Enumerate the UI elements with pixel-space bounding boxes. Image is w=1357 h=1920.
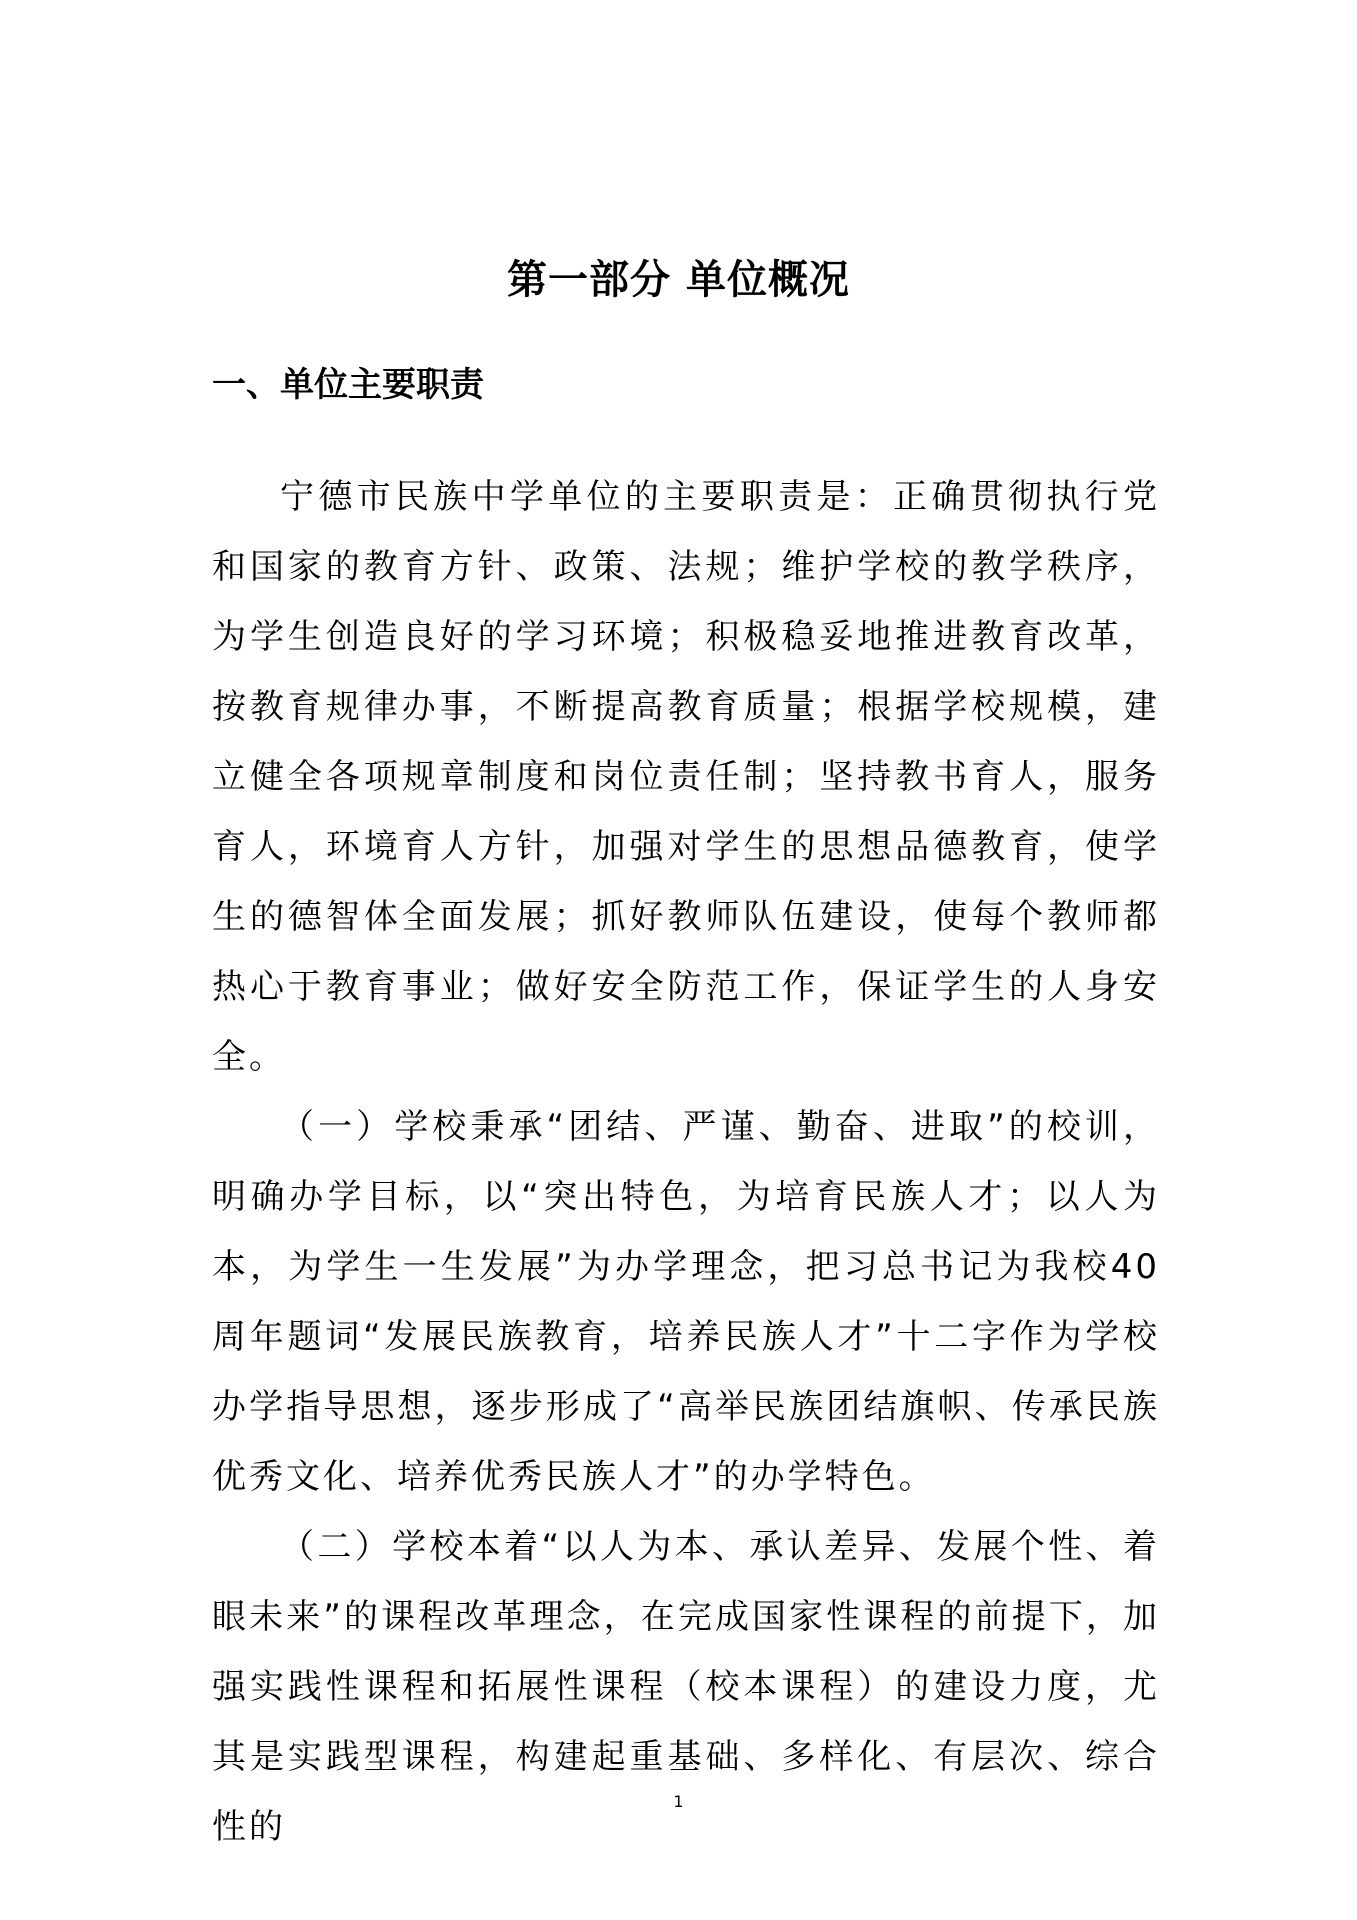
paragraph-main-duties: 宁德市民族中学单位的主要职责是：正确贯彻执行党和国家的教育方针、政策、法规；维护学校的教学秩序，为学生创造良好的学习环境；积极稳妥地推进教育改革，按教育规律办事，不断提高教育质量；根据学校规模，建立健全各项规章制度和岗位责任制；坚持教书育人，服务育人，环境育人方针，加强对学生的思想品德教育，使学生的德智体全面发展；抓好教师队伍建设，使每个教师都热心于教育事业；做好安全防范工作，保证学生的人身安全。: [212, 477, 1160, 1077]
section-heading: 一、单位主要职责: [212, 365, 484, 405]
paragraph-school-motto: （一）学校秉承“团结、严谨、勤奋、进取”的校训，明确办学目标，以“突出特色，为培育民族人才；以人为本，为学生一生发展”为办学理念，把习总书记为我校40周年题词“发展民族教育，培养民族人才”十二字作为学校办学指导思想，逐步形成了“高举民族团结旗帜、传承民族优秀文化、培养优秀民族人才”的办学特色。: [212, 1107, 1160, 1497]
paragraph-curriculum: （二）学校本着“以人为本、承认差异、发展个性、着眼未来”的课程改革理念，在完成国家性课程的前提下，加强实践性课程和拓展性课程（校本课程）的建设力度，尤其是实践型课程，构建起重基础、多样化、有层次、综合性的: [212, 1527, 1160, 1847]
document-body: [212, 462, 1160, 1862]
page-number: 1: [673, 1792, 684, 1811]
page-title: 第一部分 单位概况: [507, 257, 850, 303]
